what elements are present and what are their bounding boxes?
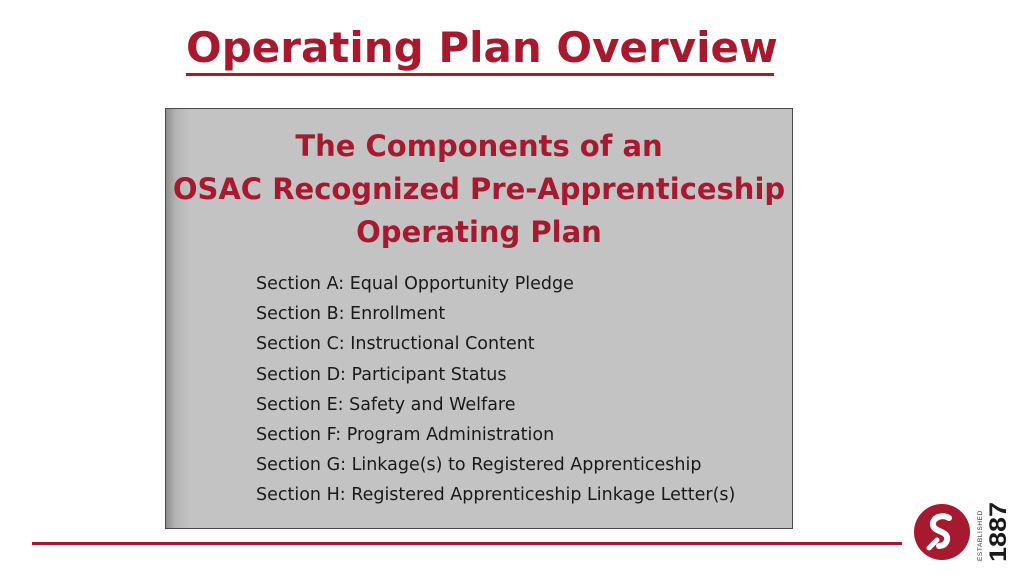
section-item-f: Section F: Program Administration bbox=[256, 425, 555, 446]
title-underline bbox=[186, 73, 774, 76]
established-year-logo bbox=[974, 500, 1012, 562]
panel-heading-line-1: The Components of an bbox=[295, 129, 663, 163]
established-year: 1887 bbox=[985, 508, 1012, 562]
footer-rule bbox=[32, 542, 902, 545]
panel-heading-line-2: OSAC Recognized Pre-Apprenticeship bbox=[172, 172, 786, 206]
panel-heading bbox=[166, 125, 792, 254]
slide-title: Operating Plan Overview bbox=[186, 23, 778, 72]
section-item-e: Section E: Safety and Welfare bbox=[256, 394, 516, 415]
components-panel bbox=[165, 108, 793, 529]
section-item-d: Section D: Participant Status bbox=[256, 364, 507, 385]
university-seal-icon bbox=[913, 503, 971, 561]
panel-heading-line-3: Operating Plan bbox=[356, 215, 602, 249]
section-item-b: Section B: Enrollment bbox=[256, 304, 446, 325]
section-list bbox=[256, 269, 735, 511]
section-item-c: Section C: Instructional Content bbox=[256, 334, 535, 355]
section-item-a: Section A: Equal Opportunity Pledge bbox=[256, 274, 574, 294]
section-item-g: Section G: Linkage(s) to Registered Apprenticeship bbox=[256, 455, 702, 476]
section-item-h: Section H: Registered Apprenticeship Linkage Letter(s) bbox=[256, 485, 736, 506]
established-label: ESTABLISHED bbox=[977, 510, 984, 561]
